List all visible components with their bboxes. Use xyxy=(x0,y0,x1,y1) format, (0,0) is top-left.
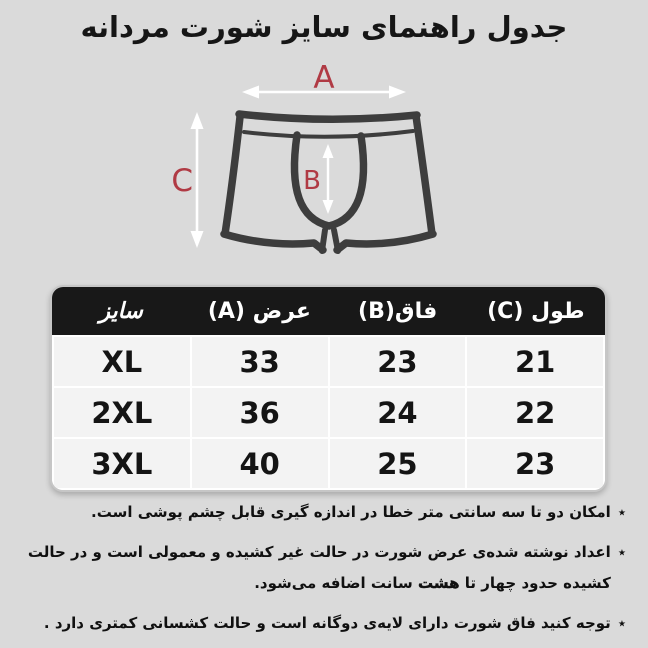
asterisk-icon: ٭ xyxy=(617,503,626,521)
footnote-text: امکان دو تا سه سانتی متر خطا در اندازه گیری قابل چشم پوشی است. xyxy=(91,503,611,521)
width-arrow xyxy=(242,86,406,99)
footnote-stretch-width xyxy=(20,537,626,599)
shorts-outline xyxy=(224,114,433,251)
width-cell: 40 xyxy=(192,439,328,488)
crotch-panel xyxy=(294,135,363,226)
size-table-body xyxy=(52,335,605,490)
length-arrow xyxy=(191,112,204,248)
col-header-crotch-b: فاق(B) xyxy=(358,298,438,324)
footnotes xyxy=(20,497,626,648)
col-header-width-a: عرض (A) xyxy=(207,298,311,324)
asterisk-icon: ٭ xyxy=(617,543,626,561)
length-cell: 21 xyxy=(467,337,603,386)
crotch-cell: 23 xyxy=(330,337,466,386)
footnote-line2-end: سانت اضافه می‌شود. xyxy=(254,574,418,592)
waistband-top-edge xyxy=(239,114,417,119)
size-cell: 2XL xyxy=(54,388,190,437)
size-cell: 3XL xyxy=(54,439,190,488)
crotch-arrow xyxy=(323,144,334,214)
footnote-bold-word: هشت xyxy=(418,574,460,592)
crotch-cell: 24 xyxy=(330,388,466,437)
crotch-label-b: B xyxy=(303,166,321,196)
footnote-line1: اعداد نوشته شده‌ی عرض شورت در حالت غیر کشیده و معمولی است و در حالت xyxy=(27,543,611,561)
length-cell: 23 xyxy=(467,439,603,488)
footnote-measurement-error xyxy=(20,497,626,528)
asterisk-icon: ٭ xyxy=(617,614,626,632)
size-table xyxy=(50,285,607,492)
left-side-edge xyxy=(225,117,240,234)
length-label-c: C xyxy=(171,163,193,199)
center-slit-right xyxy=(334,230,338,251)
length-cell: 22 xyxy=(467,388,603,437)
waistband-bottom-edge xyxy=(244,131,413,137)
col-header-length-c: طول (C) xyxy=(487,298,585,324)
width-label-a: A xyxy=(313,60,335,96)
left-leg-hem xyxy=(224,234,323,250)
crotch-cell: 25 xyxy=(330,439,466,488)
footnote-text xyxy=(28,537,611,599)
col-header-size: سایز xyxy=(99,298,143,324)
right-leg-hem xyxy=(337,234,433,250)
footnote-line2-start: کشیده حدود چهار تا xyxy=(459,574,611,592)
footnote-crotch-layer xyxy=(20,608,626,639)
center-slit-left xyxy=(322,230,325,251)
page-title: جدول راهنمای سایز شورت مردانه xyxy=(80,10,568,44)
right-side-edge xyxy=(416,116,432,234)
width-cell: 33 xyxy=(192,337,328,386)
size-table-header xyxy=(52,287,605,335)
footnote-text: توجه کنید فاق شورت دارای لایه‌ی دوگانه است و حالت کشسانی کمتری دارد . xyxy=(43,614,611,632)
size-cell: XL xyxy=(54,337,190,386)
width-cell: 36 xyxy=(192,388,328,437)
